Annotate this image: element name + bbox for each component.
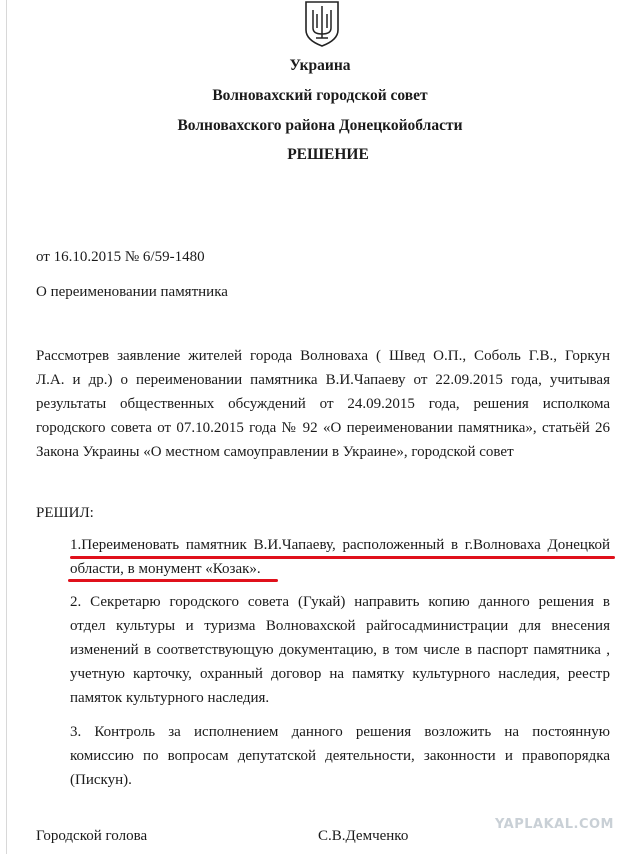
preamble-line: Л.А. и др.) о переименовании памятника В.И.Чапаеву от 22.09.2015 года, учитывая [36,372,610,388]
watermark: YAPLAKAL.COM [495,817,614,832]
item2-line: изменений в соответствующую документацию, в том числе в паспорт памятника , [70,642,610,658]
header-council: Волновахский городской совет [212,87,428,104]
item2-line: памяток культурного наследия. [70,690,270,706]
header-doc-type: РЕШЕНИЕ [287,146,369,163]
item3-line: (Пискун). [70,772,132,788]
preamble-line: Рассмотрев заявление жителей города Волноваха ( Швед О.П., Соболь Г.В., Горкун [36,348,610,364]
preamble-line: городского совета от 07.10.2015 года № 92 «О переименовании памятника», статьёй 26 [36,420,610,436]
signature-role: Городской голова [36,828,148,844]
trident-emblem-icon [302,0,342,48]
item1-line: области, в монумент «Козак». [70,561,261,577]
item2-line: учетную карточку, охранный договор на памятку культурного наследия, реестр [70,666,610,682]
item1-underline [68,579,278,582]
signature-name: С.В.Демченко [318,828,409,844]
header-country: Украина [289,57,351,74]
date-number: от 16.10.2015 № 6/59-1480 [36,249,205,265]
subject: О переименовании памятника [36,284,228,300]
item1-line: 1.Переименовать памятник В.И.Чапаеву, расположенный в г.Волноваха Донецкой [70,537,610,553]
item2-line: 2. Секретарю городского совета (Гукай) направить копию данного решения в [70,594,610,610]
preamble-line: результаты общественных обсуждений от 24.09.2015 года, решения исполкома [36,396,610,412]
resolved-label: РЕШИЛ: [36,505,94,521]
item3-line: 3. Контроль за исполнением данного решения возложить на постоянную [70,724,610,740]
preamble-line: Закона Украины «О местном самоуправлении в Украине», городской совет [36,444,514,460]
item1-underline [70,556,615,559]
header-district: Волновахского района Донецкойобласти [177,117,463,134]
item2-line: отдел культуры и туризма Волновахской райгосадминистрации для внесения [70,618,610,634]
item3-line: комиссию по вопросам депутатской деятельности, законности и правопорядка [70,748,610,764]
